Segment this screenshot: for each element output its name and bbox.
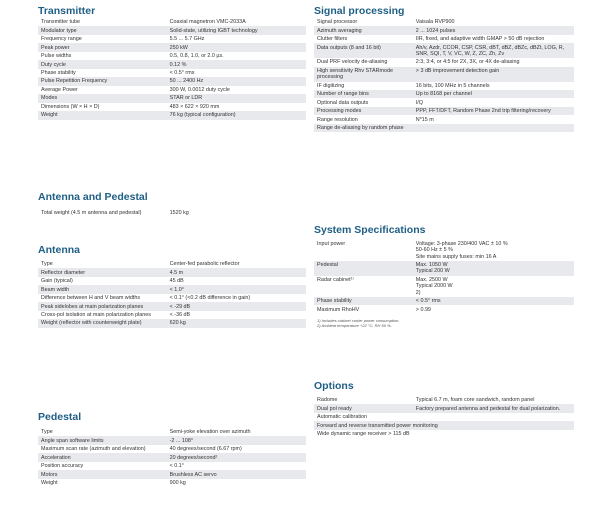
spec-label: Clutter filters — [317, 36, 348, 43]
spec-label: Range resolution — [317, 116, 358, 123]
spec-value: Brushless AC servo — [167, 470, 306, 478]
spec-label: Duty cycle — [38, 60, 167, 68]
table-row — [314, 107, 574, 115]
spec-value: < 0.1° (<0.2 dB difference in gain) — [169, 295, 251, 302]
spec-value: < -36 dB — [169, 312, 191, 318]
spec-label: Gain (typical) — [41, 278, 73, 285]
spec-value: N*15 m — [415, 116, 434, 123]
section-title: Signal processing — [314, 5, 405, 17]
spec-value: PPP, FFT/DFT, Random Phase 2nd trip filtering/recovery — [413, 107, 574, 115]
spec-value: Ah/v, Azdr, CCOR, CSP, CSR, dBT, dBZ, dBZc, dBZt, LOG, R, SNR, SQI, T, V, VC, W, Z, ZC, Zh, Zv — [413, 43, 574, 58]
table-row — [314, 240, 574, 261]
table-row — [38, 445, 306, 453]
spec-value: 300 W, 0.0012 duty cycle — [169, 86, 230, 93]
spec-value: Coaxial magnetron VMC-2033A — [169, 19, 246, 26]
spec-label: Signal processor — [317, 19, 358, 26]
table-row — [38, 94, 306, 102]
spec-value: Up to 8168 per channel — [413, 90, 574, 98]
spec-value: < 1.0° — [167, 285, 306, 293]
spec-value: Factory prepared antenna and pedestal for dual polarization. — [413, 404, 574, 412]
spec-label: Phase stability — [314, 297, 413, 305]
table-row — [314, 421, 574, 429]
spec-value: < -29 dB — [167, 302, 306, 310]
spec-value: 2:3, 3:4, or 4:5 for 2X, 3X, or 4X de-aliasing — [415, 59, 520, 66]
spec-label: Peak power — [38, 43, 167, 51]
table-row — [38, 209, 306, 217]
spec-label: Optional data outputs — [317, 99, 369, 106]
table-row — [314, 98, 574, 106]
spec-value: Solid-state, utilizing IGBT technology — [167, 26, 306, 34]
table-row — [38, 26, 306, 34]
table-row — [314, 276, 574, 297]
spec-label: IF digitizing — [317, 82, 345, 89]
table-row — [38, 302, 306, 310]
spec-label: Dual PRF velocity de-aliasing — [317, 59, 388, 66]
spec-value: 483 × 622 × 920 mm — [169, 103, 220, 110]
table-row — [38, 479, 306, 487]
spec-label: Beam width — [38, 285, 167, 293]
spec-label: Type — [41, 429, 53, 436]
table-row — [314, 67, 574, 82]
spec-label: Number of range bins — [314, 90, 413, 98]
section-title: Pedestal — [38, 411, 82, 423]
spec-value: Max. 2500 W Typical 2000 W 2) — [415, 276, 453, 296]
table-row — [38, 18, 306, 26]
options-section — [314, 379, 574, 438]
spec-value: Typical 6.7 m, foam core sandwich, random panel — [415, 397, 535, 404]
spec-label: Weight (reflector with counterweight plate) — [38, 319, 167, 327]
table-row — [314, 18, 574, 26]
spec-label: Data outputs (8 and 16 bit) — [314, 43, 413, 58]
table-row — [38, 277, 306, 285]
spec-label: Phase stability — [41, 70, 76, 76]
table-row — [38, 453, 306, 461]
spec-label: Processing modes — [314, 107, 413, 115]
spec-value: 1520 kg — [169, 210, 189, 217]
spec-label: Azimuth averaging — [314, 26, 413, 34]
table-row — [314, 297, 574, 305]
spec-label: Pulse Repetition Frequency — [38, 77, 167, 85]
spec-label: Difference between H and V beam widths — [41, 295, 141, 302]
spec-value: > 0.99 — [415, 306, 431, 313]
table-row — [38, 103, 306, 111]
spec-label: Modes — [38, 94, 167, 102]
table-row — [314, 43, 574, 58]
spec-value: Voltage: 3-phase 230/400 VAC ± 10 % 50-60 Hz ± 5 % Site mains supply fuses: min 16 A — [415, 241, 508, 260]
spec-value: Center-fed parabolic reflector — [169, 261, 240, 268]
table-row — [38, 428, 306, 436]
spec-value: 5.5 ... 5.7 GHz — [169, 36, 205, 43]
table-row — [38, 111, 306, 119]
spec-value: I/Q — [415, 99, 423, 106]
table-row — [38, 311, 306, 319]
spec-label: Total weight (4.5 m antenna and pedestal) — [41, 210, 142, 217]
spec-label: Automatic calibration — [317, 414, 368, 421]
spec-table — [314, 240, 574, 314]
table-row — [38, 260, 306, 268]
spec-label: Range de-aliasing by random phase — [314, 124, 574, 132]
spec-value: 900 kg — [169, 480, 186, 486]
table-row — [314, 58, 574, 66]
spec-label: Frequency range — [41, 36, 82, 43]
spec-label: Wide dynamic range receiver > 115 dB — [317, 431, 410, 438]
spec-label: Maximum RhoHV — [317, 306, 360, 313]
signal-processing-section — [314, 4, 574, 132]
spec-label: Transmitter tube — [41, 19, 81, 26]
spec-label: High sensitivity Rhv STARmode processing — [314, 67, 413, 82]
table-row — [314, 413, 574, 421]
spec-value: 4.5 m — [167, 268, 306, 276]
spec-label: Weight — [38, 111, 167, 119]
spec-label: Radome — [317, 397, 338, 404]
spec-label: Pulse widths — [41, 53, 72, 60]
section-title: Antenna and Pedestal — [38, 191, 148, 203]
spec-label: Maximum scan rate (azimuth and elevation) — [41, 446, 146, 453]
spec-table — [38, 18, 306, 120]
antenna-pedestal-section — [38, 190, 306, 217]
spec-table — [314, 396, 574, 438]
spec-label: Cross-pol isolation at main polarization planes — [41, 312, 151, 318]
spec-label: Dual pol ready — [314, 404, 413, 412]
section-title: System Specifications — [314, 224, 426, 236]
spec-value: 50 ... 2400 Hz — [167, 77, 306, 85]
footnote: 1) Includes cabinet cooler power consumption. — [317, 317, 400, 323]
spec-value: 0.12 % — [167, 60, 306, 68]
spec-value: < 0.5° rms — [169, 70, 195, 76]
spec-value: 620 kg — [167, 319, 306, 327]
spec-value: 2 ... 1024 pulses — [413, 26, 574, 34]
spec-value: 45 dB — [169, 278, 184, 285]
spec-label: Weight — [41, 480, 58, 486]
spec-label: Acceleration — [38, 453, 167, 461]
table-row — [38, 43, 306, 51]
transmitter-section — [38, 4, 306, 120]
system-specifications-section — [314, 223, 574, 328]
spec-label: Type — [41, 261, 53, 268]
spec-value: < 0.5° rms — [413, 297, 574, 305]
table-row — [38, 462, 306, 470]
spec-label: Reflector diameter — [38, 268, 167, 276]
spec-value: 20 degrees/second² — [167, 453, 306, 461]
table-row — [38, 69, 306, 77]
table-row — [314, 90, 574, 98]
spec-value: 16 bits, 100 MHz in 5 channels — [415, 82, 490, 89]
spec-value: Vaisala RVP900 — [415, 19, 455, 26]
spec-table — [38, 428, 306, 487]
table-row — [38, 268, 306, 276]
table-row — [314, 26, 574, 34]
table-row — [38, 86, 306, 94]
table-row — [38, 294, 306, 302]
table-row — [314, 404, 574, 412]
table-row — [38, 52, 306, 60]
table-row — [314, 261, 574, 276]
pedestal-section — [38, 410, 306, 487]
spec-value: IIR, fixed, and adaptive width GMAP > 50 dB rejection — [415, 36, 545, 43]
section-title: Transmitter — [38, 5, 96, 17]
table-row — [314, 124, 574, 132]
table-row — [314, 305, 574, 313]
table-row — [38, 436, 306, 444]
spec-value: 76 kg (typical configuration) — [167, 111, 306, 119]
table-row — [38, 35, 306, 43]
table-row — [38, 77, 306, 85]
table-row — [314, 115, 574, 123]
spec-label: Average Power — [41, 86, 78, 93]
spec-label: Peak sidelobes at main polarization planes — [38, 302, 167, 310]
table-row — [38, 60, 306, 68]
spec-label: Angle span software limits — [38, 436, 167, 444]
spec-label: Modulator type — [38, 26, 167, 34]
spec-table — [38, 209, 306, 217]
spec-value: 0.5, 0.8, 1.0, or 2.0 µs. — [169, 53, 224, 60]
table-row — [314, 396, 574, 404]
table-row — [38, 319, 306, 327]
spec-table — [314, 18, 574, 132]
spec-label: Motors — [38, 470, 167, 478]
footnotes — [314, 318, 574, 328]
spec-value: 250 kW — [167, 43, 306, 51]
footnote: 2) Ambient temperature +22 °C, RH 50 %. — [317, 322, 392, 328]
spec-label: Pedestal — [314, 261, 413, 276]
spec-value: > 3 dB improvement detection gain — [413, 67, 574, 82]
spec-value: STAR or LDR — [167, 94, 306, 102]
spec-table — [38, 260, 306, 328]
spec-value: -2 ... 108° — [167, 436, 306, 444]
section-title: Options — [314, 380, 354, 392]
table-row — [314, 35, 574, 43]
section-title: Antenna — [38, 244, 80, 256]
spec-value: < 0.1° — [169, 463, 184, 470]
table-row — [38, 285, 306, 293]
spec-value: 40 degrees/second (6.67 rpm) — [169, 446, 242, 453]
spec-label: Position accuracy — [41, 463, 84, 470]
spec-value: Max. 1050 W Typical 200 W — [413, 261, 574, 276]
spec-label: Radar cabinet¹⁾ — [317, 276, 354, 283]
spec-label: Dimensions (W × H × D) — [41, 103, 100, 110]
table-row — [314, 82, 574, 90]
table-row — [38, 470, 306, 478]
spec-label: Forward and reverse transmitted power monitoring — [314, 421, 574, 429]
spec-label: Input power — [317, 241, 346, 248]
table-row — [314, 430, 574, 438]
antenna-section — [38, 243, 306, 328]
spec-value: Semi-yoke elevation over azimuth — [169, 429, 251, 436]
